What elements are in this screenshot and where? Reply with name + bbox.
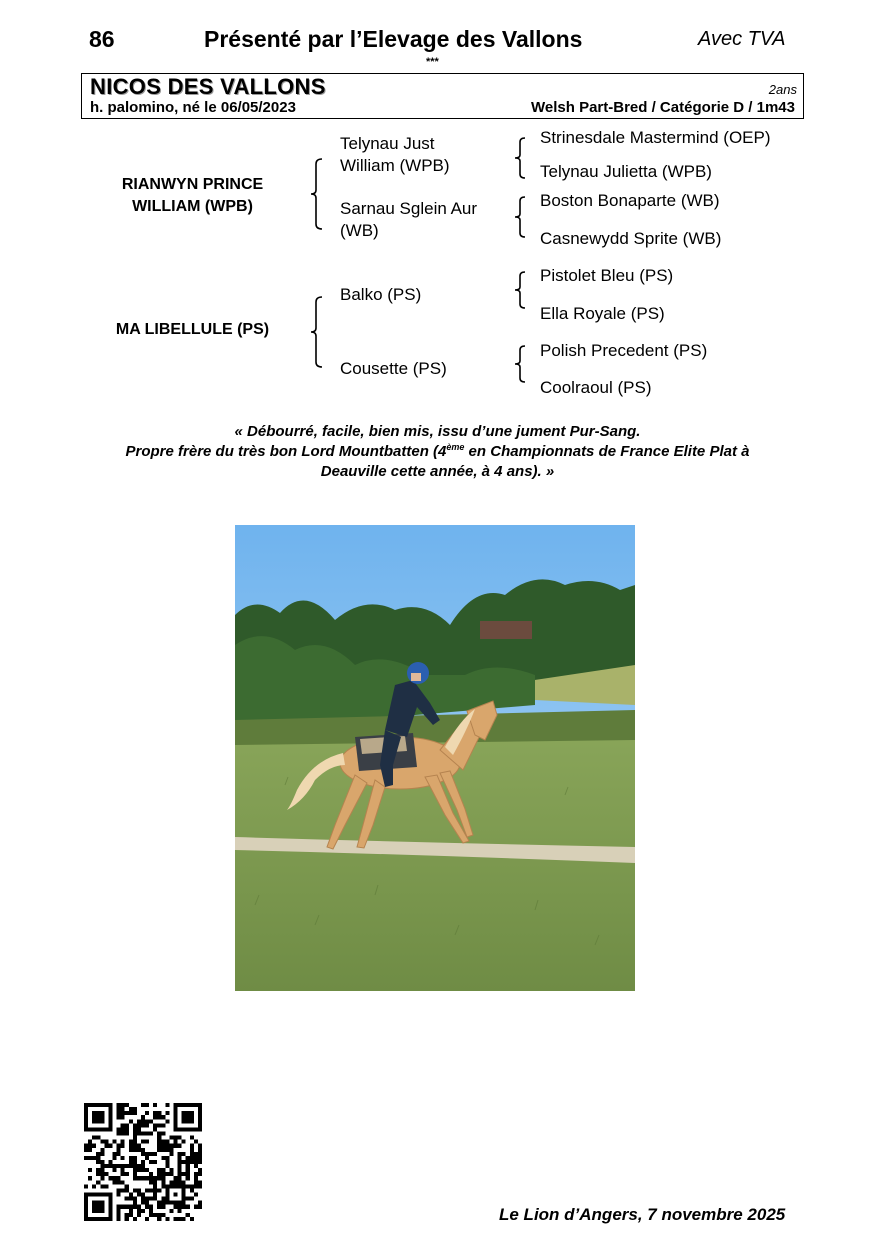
vat-note: Avec TVA	[698, 28, 786, 50]
pedigree-sire-line2: WILLIAM (WPB)	[132, 198, 253, 215]
comment-line-2	[80, 442, 795, 462]
pedigree-dam-sire: Balko (PS)	[340, 285, 422, 304]
pedigree-sire-dam-sire: Boston Bonaparte (WB)	[540, 191, 720, 210]
comment-line-2-end: en Championnats de France Elite Plat à	[464, 443, 750, 460]
pedigree-sire-dam-line1: Sarnau Sglein Aur	[340, 199, 478, 218]
pedigree-dam-sire-sire: Pistolet Bleu (PS)	[540, 266, 674, 285]
pedigree-sire-dam-line2: (WB)	[340, 221, 379, 240]
qr-code[interactable]	[84, 1103, 202, 1221]
pedigree-sire-line1: RIANWYN PRINCE	[121, 176, 264, 193]
horse-breed: Welsh Part-Bred / Catégorie D / 1m43	[531, 99, 795, 116]
horse-photo	[235, 525, 635, 991]
horse-description: h. palomino, né le 06/05/2023	[90, 99, 296, 116]
pedigree-sire-dam	[340, 198, 477, 242]
brace-sire-sire	[512, 137, 530, 179]
pedigree-dam: MA LIBELLULE (PS)	[115, 321, 270, 338]
horse-photo-illustration	[235, 525, 635, 991]
brace-sire-dam	[512, 196, 530, 238]
pedigree-sire-sire-dam: Telynau Julietta (WPB)	[540, 162, 712, 181]
pedigree-sire-sire	[340, 133, 450, 177]
separator-stars: ***	[426, 56, 439, 68]
horse-age: 2ans	[768, 82, 797, 97]
pedigree-dam-dam: Cousette (PS)	[340, 359, 447, 378]
pedigree-dam-dam-sire: Polish Precedent (PS)	[540, 341, 708, 360]
brace-dam-dam	[512, 345, 530, 383]
comment-line-1: « Débourré, facile, bien mis, issu d’une jument Pur-Sang.	[234, 423, 641, 440]
horse-comment	[80, 422, 795, 482]
pedigree-sire	[105, 174, 280, 218]
pedigree-sire-sire-line2: William (WPB)	[340, 156, 450, 175]
qr-code-graphic	[84, 1103, 202, 1221]
pedigree-sire-sire-line1: Telynau Just	[340, 134, 435, 153]
comment-line-3: Deauville cette année, à 4 ans). »	[320, 463, 555, 480]
pedigree-sire-dam-dam: Casnewydd Sprite (WB)	[540, 229, 722, 248]
comment-line-2-sup: ème	[446, 442, 465, 452]
brace-dam	[308, 296, 328, 368]
pedigree	[0, 0, 875, 420]
horse-name: NICOS DES VALLONS	[90, 74, 326, 99]
pedigree-dam-sire-dam: Ella Royale (PS)	[540, 304, 665, 323]
comment-line-2-start: Propre frère du très bon Lord Mountbatten (4	[125, 443, 447, 460]
presenter-title: Présenté par l’Elevage des Vallons	[204, 26, 583, 52]
pedigree-sire-sire-sire: Strinesdale Mastermind (OEP)	[540, 128, 771, 147]
pedigree-dam-dam-dam: Coolraoul (PS)	[540, 378, 652, 397]
location-date: Le Lion d’Angers, 7 novembre 2025	[499, 1205, 786, 1224]
brace-sire	[308, 158, 328, 230]
brace-dam-sire	[512, 271, 530, 309]
lot-number: 86	[89, 26, 115, 52]
